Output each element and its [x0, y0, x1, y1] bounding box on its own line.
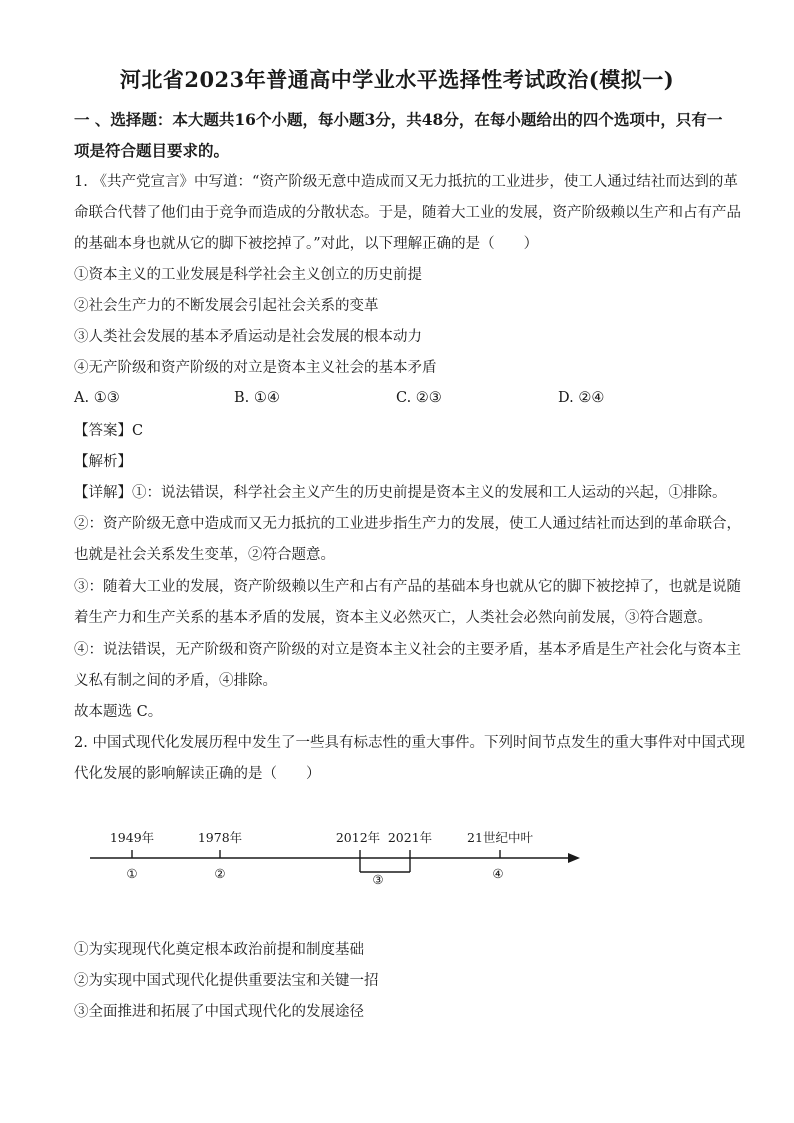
q1-stem-line-3: 的基础本身也就从它的脚下被挖掉了。”对此，以下理解正确的是（ ） [74, 236, 539, 252]
q1-option-a: A. ①③ [74, 390, 120, 406]
q2-statement-1: ①为实现现代化奠定根本政治前提和制度基础 [74, 942, 364, 958]
q1-detail-line-1: 【详解】①：说法错误，科学社会主义产生的历史前提是资本主义的发展和工人运动的兴起，①排除。 [74, 485, 727, 501]
timeline-diagram [80, 820, 600, 900]
q2-statement-2: ②为实现中国式现代化提供重要法宝和关键一招 [74, 973, 379, 989]
q1-statement-2: ②社会生产力的不断发展会引起社会关系的变革 [74, 298, 379, 314]
marker-3: ③ [372, 872, 384, 887]
q1-analysis-label: 【解析】 [74, 454, 132, 470]
q1-options [74, 390, 724, 410]
q1-statement-4: ④无产阶级和资产阶级的对立是资本主义社会的基本矛盾 [74, 360, 437, 376]
q2-stem-line-2: 代化发展的影响解读正确的是（ ） [74, 766, 321, 782]
q1-detail-line-6: ④：说法错误，无产阶级和资产阶级的对立是资本主义社会的主要矛盾，基本矛盾是生产社会化与资本主 [74, 642, 741, 658]
q1-detail-line-2: ②：资产阶级无意中造成而又无力抵抗的工业进步指生产力的发展，使工人通过结社而达到的革命联合， [74, 516, 741, 532]
q1-stem-line-1: 1. 《共产党宣言》中写道：“资产阶级无意中造成而又无力抵抗的工业进步，使工人通过结社而达到的革 [74, 174, 738, 190]
timeline-arrow-icon [568, 853, 580, 863]
q1-statement-3: ③人类社会发展的基本矛盾运动是社会发展的根本动力 [74, 329, 422, 345]
q1-option-b: B. ①④ [234, 390, 280, 406]
q1-detail-line-5: 着生产力和生产关系的基本矛盾的发展，资本主义必然灭亡，人类社会必然向前发展，③符合题意。 [74, 610, 712, 626]
q1-option-c: C. ②③ [396, 390, 442, 406]
marker-4: ④ [492, 866, 504, 881]
q1-answer: 【答案】C [74, 423, 144, 439]
label-2021: 2021年 [387, 830, 433, 845]
q2-statement-3: ③全面推进和拓展了中国式现代化的发展途径 [74, 1004, 364, 1020]
timeline-svg [80, 820, 600, 900]
label-1949: 1949年 [109, 830, 155, 845]
q1-detail-line-8: 故本题选 C。 [74, 704, 163, 720]
q1-detail-line-4-visible: ③：随着大工业的发展，资产阶级赖以生产和占有产品的基础本身也就从它的脚下被挖掉了，也就是说随 [74, 579, 741, 595]
q1-detail-line-7: 义私有制之间的矛盾，④排除。 [74, 673, 277, 689]
marker-2: ② [214, 866, 226, 881]
q1-statement-1: ①资本主义的工业发展是科学社会主义创立的历史前提 [74, 267, 422, 283]
q1-stem-line-2: 命联合代替了他们由于竞争而造成的分散状态。于是，随着大工业的发展，资产阶级赖以生产和占有产品 [74, 205, 741, 221]
section-heading: 一 、选择题：本大题共16个小题，每小题3分，共48分，在每小题给出的四个选项中，只有一项是符合题目要求的。 [74, 110, 723, 160]
q1-detail-line-3: 也就是社会关系发生变革，②符合题意。 [74, 547, 335, 563]
label-mid-century: 21世纪中叶 [467, 830, 533, 845]
marker-1: ① [126, 866, 138, 881]
q1-option-d: D. ②④ [558, 390, 605, 406]
page-title: 河北省2023年普通高中学业水平选择性考试政治(模拟一) [119, 67, 675, 92]
label-2012: 2012年 [335, 830, 381, 845]
q2-stem-line-1: 2. 中国式现代化发展历程中发生了一些具有标志性的重大事件。下列时间节点发生的重大事件对中国式现 [74, 735, 745, 751]
label-1978: 1978年 [197, 830, 243, 845]
